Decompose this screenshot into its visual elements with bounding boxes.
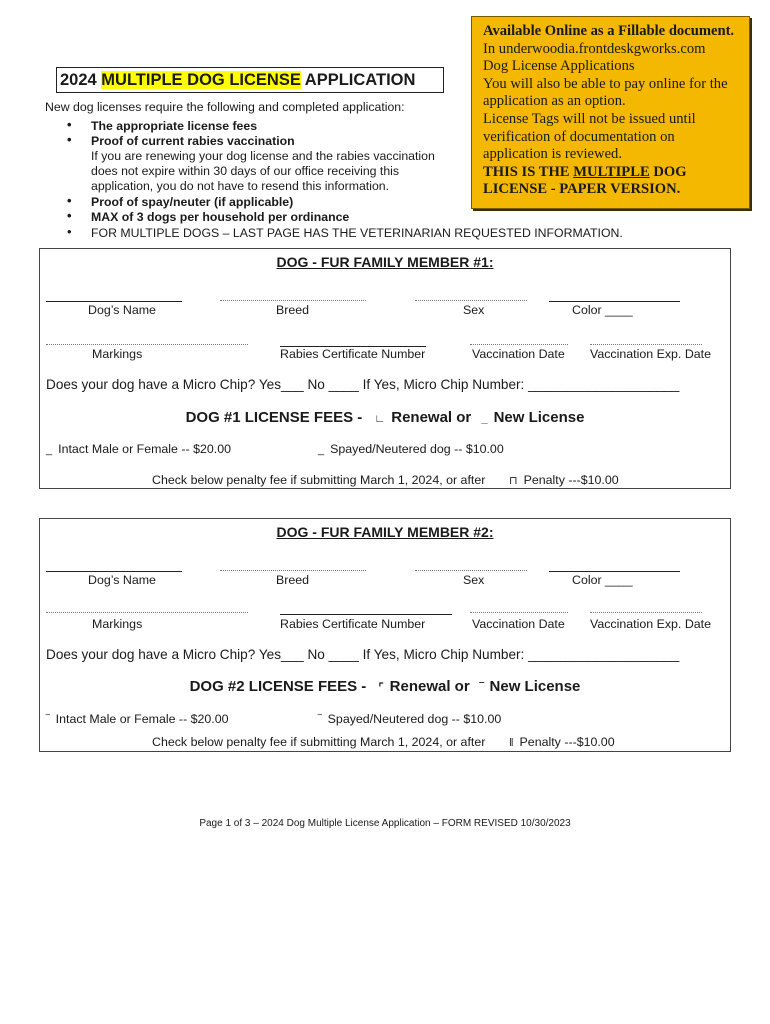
dog-2-sex-field[interactable] [415, 570, 527, 571]
dog-1-fees-title: DOG #1 LICENSE FEES - [185, 409, 363, 426]
dog-2-markings-field[interactable] [46, 612, 248, 613]
dog-2-rabies-field[interactable] [280, 614, 452, 615]
dog-1-vacc-exp-label: Vaccination Exp. Date [590, 347, 711, 361]
notice-line-2: In underwoodia.frontdeskgworks.com [483, 40, 706, 57]
dog-2-vacc-exp-field[interactable] [590, 612, 702, 613]
dog-1-section [39, 248, 731, 489]
requirement-rabies-note-1: If you are renewing your dog license and the rabies vaccination [91, 149, 435, 163]
dog-2-breed-field[interactable] [220, 570, 366, 571]
dog-1-new-label: New License [493, 409, 585, 426]
dog-2-intact-option[interactable]: ‾ Intact Male or Female -- $20.00 [46, 712, 229, 726]
dog-1-penalty-note: Check below penalty fee if submitting March 1, 2024, or after [152, 473, 486, 487]
dog-1-sex-field[interactable] [415, 300, 527, 301]
dog-1-renewal-label: Renewal or [391, 409, 472, 426]
dog-1-renewal-checkbox[interactable]: ∟ [374, 413, 386, 425]
dog-2-new-label: New License [489, 678, 581, 695]
dog-1-penalty-option[interactable]: ⊓ Penalty ---$10.00 [509, 473, 619, 487]
dog-2-fees-title: DOG #2 LICENSE FEES - [189, 678, 367, 695]
dog-2-name-label: Dog’s Name [88, 573, 156, 587]
requirement-rabies-note-2: does not expire within 30 days of our office receiving this [91, 164, 400, 178]
dog-2-sex-label: Sex [463, 573, 485, 587]
dog-2-rabies-label: Rabies Certificate Number [280, 617, 426, 631]
dog-2-renewal-label: Renewal or [389, 678, 470, 695]
dog-1-spayed-checkbox[interactable]: _ [318, 444, 325, 456]
notice-line-5: application as an option. [483, 93, 626, 110]
dog-1-breed-label: Breed [276, 303, 310, 317]
requirements-intro: New dog licenses require the following and completed application: [45, 100, 405, 114]
dog-1-new-checkbox[interactable]: _ [481, 413, 488, 425]
dog-2-vacc-date-label: Vaccination Date [472, 617, 565, 631]
dog-1-microchip-question[interactable]: Does your dog have a Micro Chip? Yes___ No ____ If Yes, Micro Chip Number: ____________________ [46, 377, 680, 392]
notice-line-6: License Tags will not be issued until [483, 110, 696, 127]
requirement-rabies-note-3: application, you do not have to resend this information. [91, 179, 390, 193]
dog-1-title: DOG - FUR FAMILY MEMBER #1: [276, 254, 494, 270]
dog-1-penalty-checkbox[interactable]: ⊓ [509, 475, 518, 487]
dog-1-markings-label: Markings [92, 347, 143, 361]
dog-2-fees-row [40, 678, 730, 695]
dog-1-name-label: Dog’s Name [88, 303, 156, 317]
dog-2-vacc-exp-label: Vaccination Exp. Date [590, 617, 711, 631]
dog-1-breed-field[interactable] [220, 300, 366, 301]
dog-2-new-checkbox[interactable]: ‾ [479, 682, 484, 694]
notice-line-10: LICENSE - PAPER VERSION. [483, 181, 681, 198]
dog-2-markings-label: Markings [92, 617, 143, 631]
dog-1-intact-checkbox[interactable]: _ [46, 444, 53, 456]
dog-2-name-field[interactable] [46, 571, 182, 572]
dog-2-intact-checkbox[interactable]: ‾ [46, 714, 50, 726]
dog-1-spayed-option[interactable]: _ Spayed/Neutered dog -- $10.00 [318, 442, 504, 456]
requirement-rabies: • Proof of current rabies vaccination [67, 132, 295, 148]
dog-1-vacc-date-label: Vaccination Date [472, 347, 565, 361]
dog-2-spayed-checkbox[interactable]: ‾ [318, 714, 322, 726]
notice-line-1: Available Online as a Fillable document. [483, 23, 735, 39]
page-title: 2024 MULTIPLE DOG LICENSE APPLICATION [56, 67, 444, 93]
dog-2-section [39, 518, 731, 752]
dog-2-renewal-checkbox[interactable]: ⌜ [378, 682, 384, 694]
dog-1-name-field[interactable] [46, 301, 182, 302]
requirement-vet-info: • FOR MULTIPLE DOGS – LAST PAGE HAS THE VETERINARIAN REQUESTED INFORMATION. [67, 224, 623, 240]
notice-line-7: verification of documentation on [483, 128, 675, 145]
dog-2-vacc-date-field[interactable] [470, 612, 568, 613]
dog-1-intact-option[interactable]: _ Intact Male or Female -- $20.00 [46, 442, 231, 456]
dog-1-sex-label: Sex [463, 303, 485, 317]
dog-1-rabies-label: Rabies Certificate Number [280, 347, 426, 361]
dog-2-color-field[interactable] [549, 571, 680, 572]
online-notice [471, 16, 750, 209]
notice-line-8: application is reviewed. [483, 146, 622, 163]
dog-1-fees-row [40, 409, 730, 426]
notice-line-4: You will also be able to pay online for the [483, 75, 728, 92]
requirement-fees: • The appropriate license fees [67, 117, 258, 133]
dog-2-penalty-note: Check below penalty fee if submitting March 1, 2024, or after [152, 735, 486, 749]
dog-2-color-label: Color ____ [572, 573, 633, 587]
dog-2-spayed-option[interactable]: ‾ Spayed/Neutered dog -- $10.00 [318, 712, 502, 726]
dog-2-breed-label: Breed [276, 573, 310, 587]
page-footer: Page 1 of 3 – 2024 Dog Multiple License Application – FORM REVISED 10/30/2023 [199, 818, 571, 829]
dog-2-microchip-question[interactable]: Does your dog have a Micro Chip? Yes___ No ____ If Yes, Micro Chip Number: ____________________ [46, 647, 680, 662]
dog-1-vacc-date-field[interactable] [470, 344, 568, 345]
notice-line-9: THIS IS THE MULTIPLE DOG [483, 163, 687, 180]
dog-1-color-field[interactable] [549, 301, 680, 302]
requirement-max-dogs: • MAX of 3 dogs per household per ordinance [67, 208, 350, 224]
dog-2-penalty-checkbox[interactable]: ‖ [509, 737, 514, 749]
notice-line-3: Dog License Applications [483, 58, 635, 75]
dog-1-vacc-exp-field[interactable] [590, 344, 702, 345]
dog-2-title: DOG - FUR FAMILY MEMBER #2: [276, 524, 494, 540]
dog-1-color-label: Color ____ [572, 303, 633, 317]
requirement-spay: • Proof of spay/neuter (if applicable) [67, 193, 294, 209]
dog-1-markings-field[interactable] [46, 344, 248, 345]
dog-2-penalty-option[interactable]: ‖ Penalty ---$10.00 [509, 735, 615, 749]
